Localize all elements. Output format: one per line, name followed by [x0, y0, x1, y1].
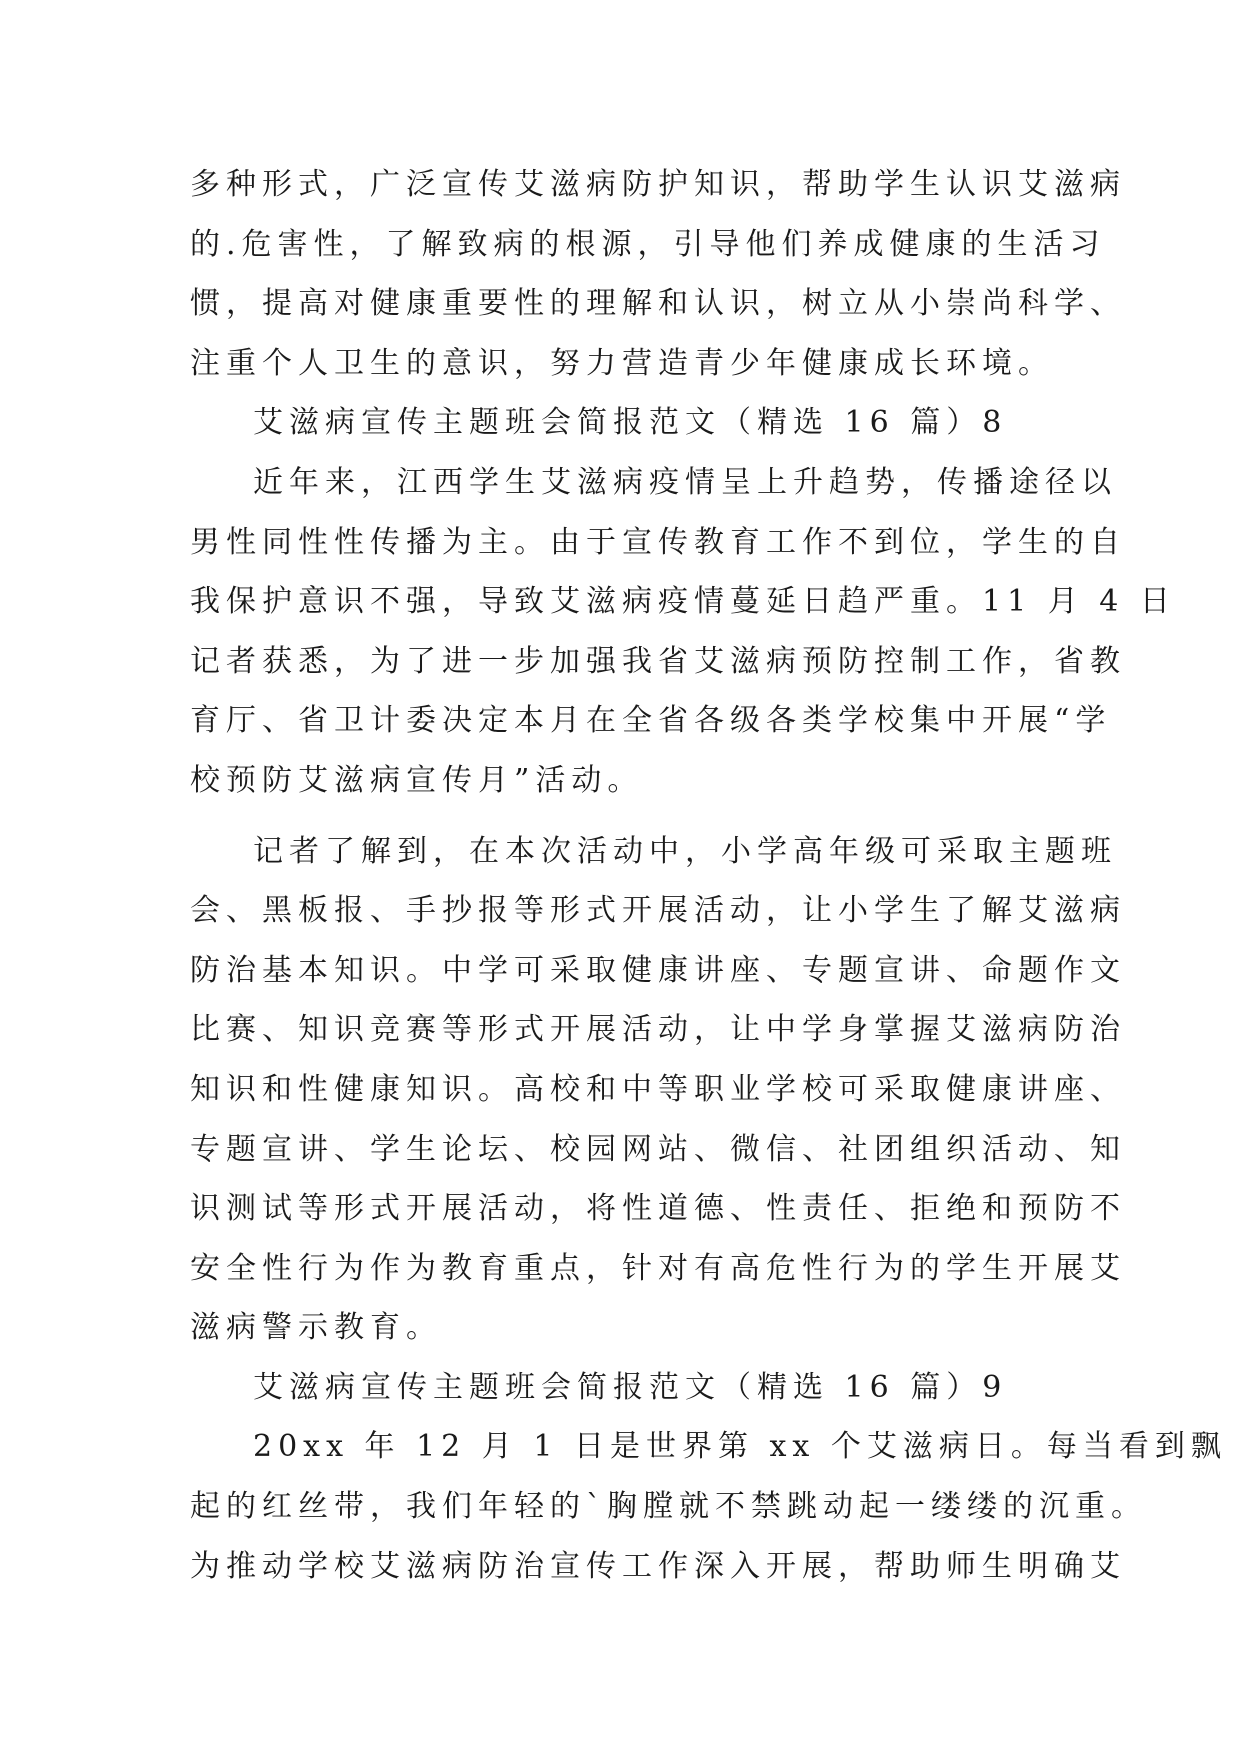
section-heading-9: 艾滋病宣传主题班会简报范文（精选 16 篇）9	[253, 1369, 1008, 1405]
text-line: 为推动学校艾滋病防治宣传工作深入开展，帮助师生明确艾	[190, 1548, 1126, 1584]
text-line: 注重个人卫生的意识，努力营造青少年健康成长环境。	[190, 345, 1054, 381]
text-line: 近年来，江西学生艾滋病疫情呈上升趋势，传播途径以	[253, 464, 1117, 500]
text-line: 育厅、省卫计委决定本月在全省各级各类学校集中开展“学	[190, 703, 1112, 739]
text-line: 的.危害性，了解致病的根源，引导他们养成健康的生活习	[190, 226, 1106, 262]
document-body	[190, 155, 1227, 1596]
text-line: 会、黑板报、手抄报等形式开展活动，让小学生了解艾滋病	[190, 893, 1126, 929]
text-line: 惯，提高对健康重要性的理解和认识，树立从小崇尚科学、	[190, 286, 1126, 322]
text-line: 防治基本知识。中学可采取健康讲座、专题宣讲、命题作文	[190, 952, 1126, 988]
text-line: 专题宣讲、学生论坛、校园网站、微信、社团组织活动、知	[190, 1131, 1126, 1167]
text-line: 校预防艾滋病宣传月”活动。	[190, 762, 644, 798]
text-line: 多种形式，广泛宣传艾滋病防护知识，帮助学生认识艾滋病	[190, 167, 1126, 202]
text-line: 男性同性性传播为主。由于宣传教育工作不到位，学生的自	[190, 524, 1126, 560]
section-heading-8: 艾滋病宣传主题班会简报范文（精选 16 篇）8	[253, 405, 1008, 441]
paragraph-gap	[190, 811, 1070, 822]
text-line: 我保护意识不强，导致艾滋病疫情蔓延日趋严重。11 月 4 日	[190, 584, 1176, 620]
text-line: 记者了解到，在本次活动中，小学高年级可采取主题班	[253, 833, 1117, 869]
text-line: 起的红丝带，我们年轻的`胸膛就不禁跳动起一缕缕的沉重。	[190, 1489, 1147, 1525]
text-line: 安全性行为作为教育重点，针对有高危性行为的学生开展艾	[190, 1250, 1126, 1286]
text-line: 20xx 年 12 月 1 日是世界第 xx 个艾滋病日。每当看到飘	[253, 1429, 1227, 1465]
text-line: 记者获悉，为了进一步加强我省艾滋病预防控制工作，省教	[190, 643, 1126, 679]
text-line: 滋病警示教育。	[190, 1310, 442, 1346]
text-line: 知识和性健康知识。高校和中等职业学校可采取健康讲座、	[190, 1071, 1126, 1107]
text-line: 比赛、知识竞赛等形式开展活动，让中学身掌握艾滋病防治	[190, 1012, 1126, 1048]
text-line: 识测试等形式开展活动，将性道德、性责任、拒绝和预防不	[190, 1191, 1126, 1227]
